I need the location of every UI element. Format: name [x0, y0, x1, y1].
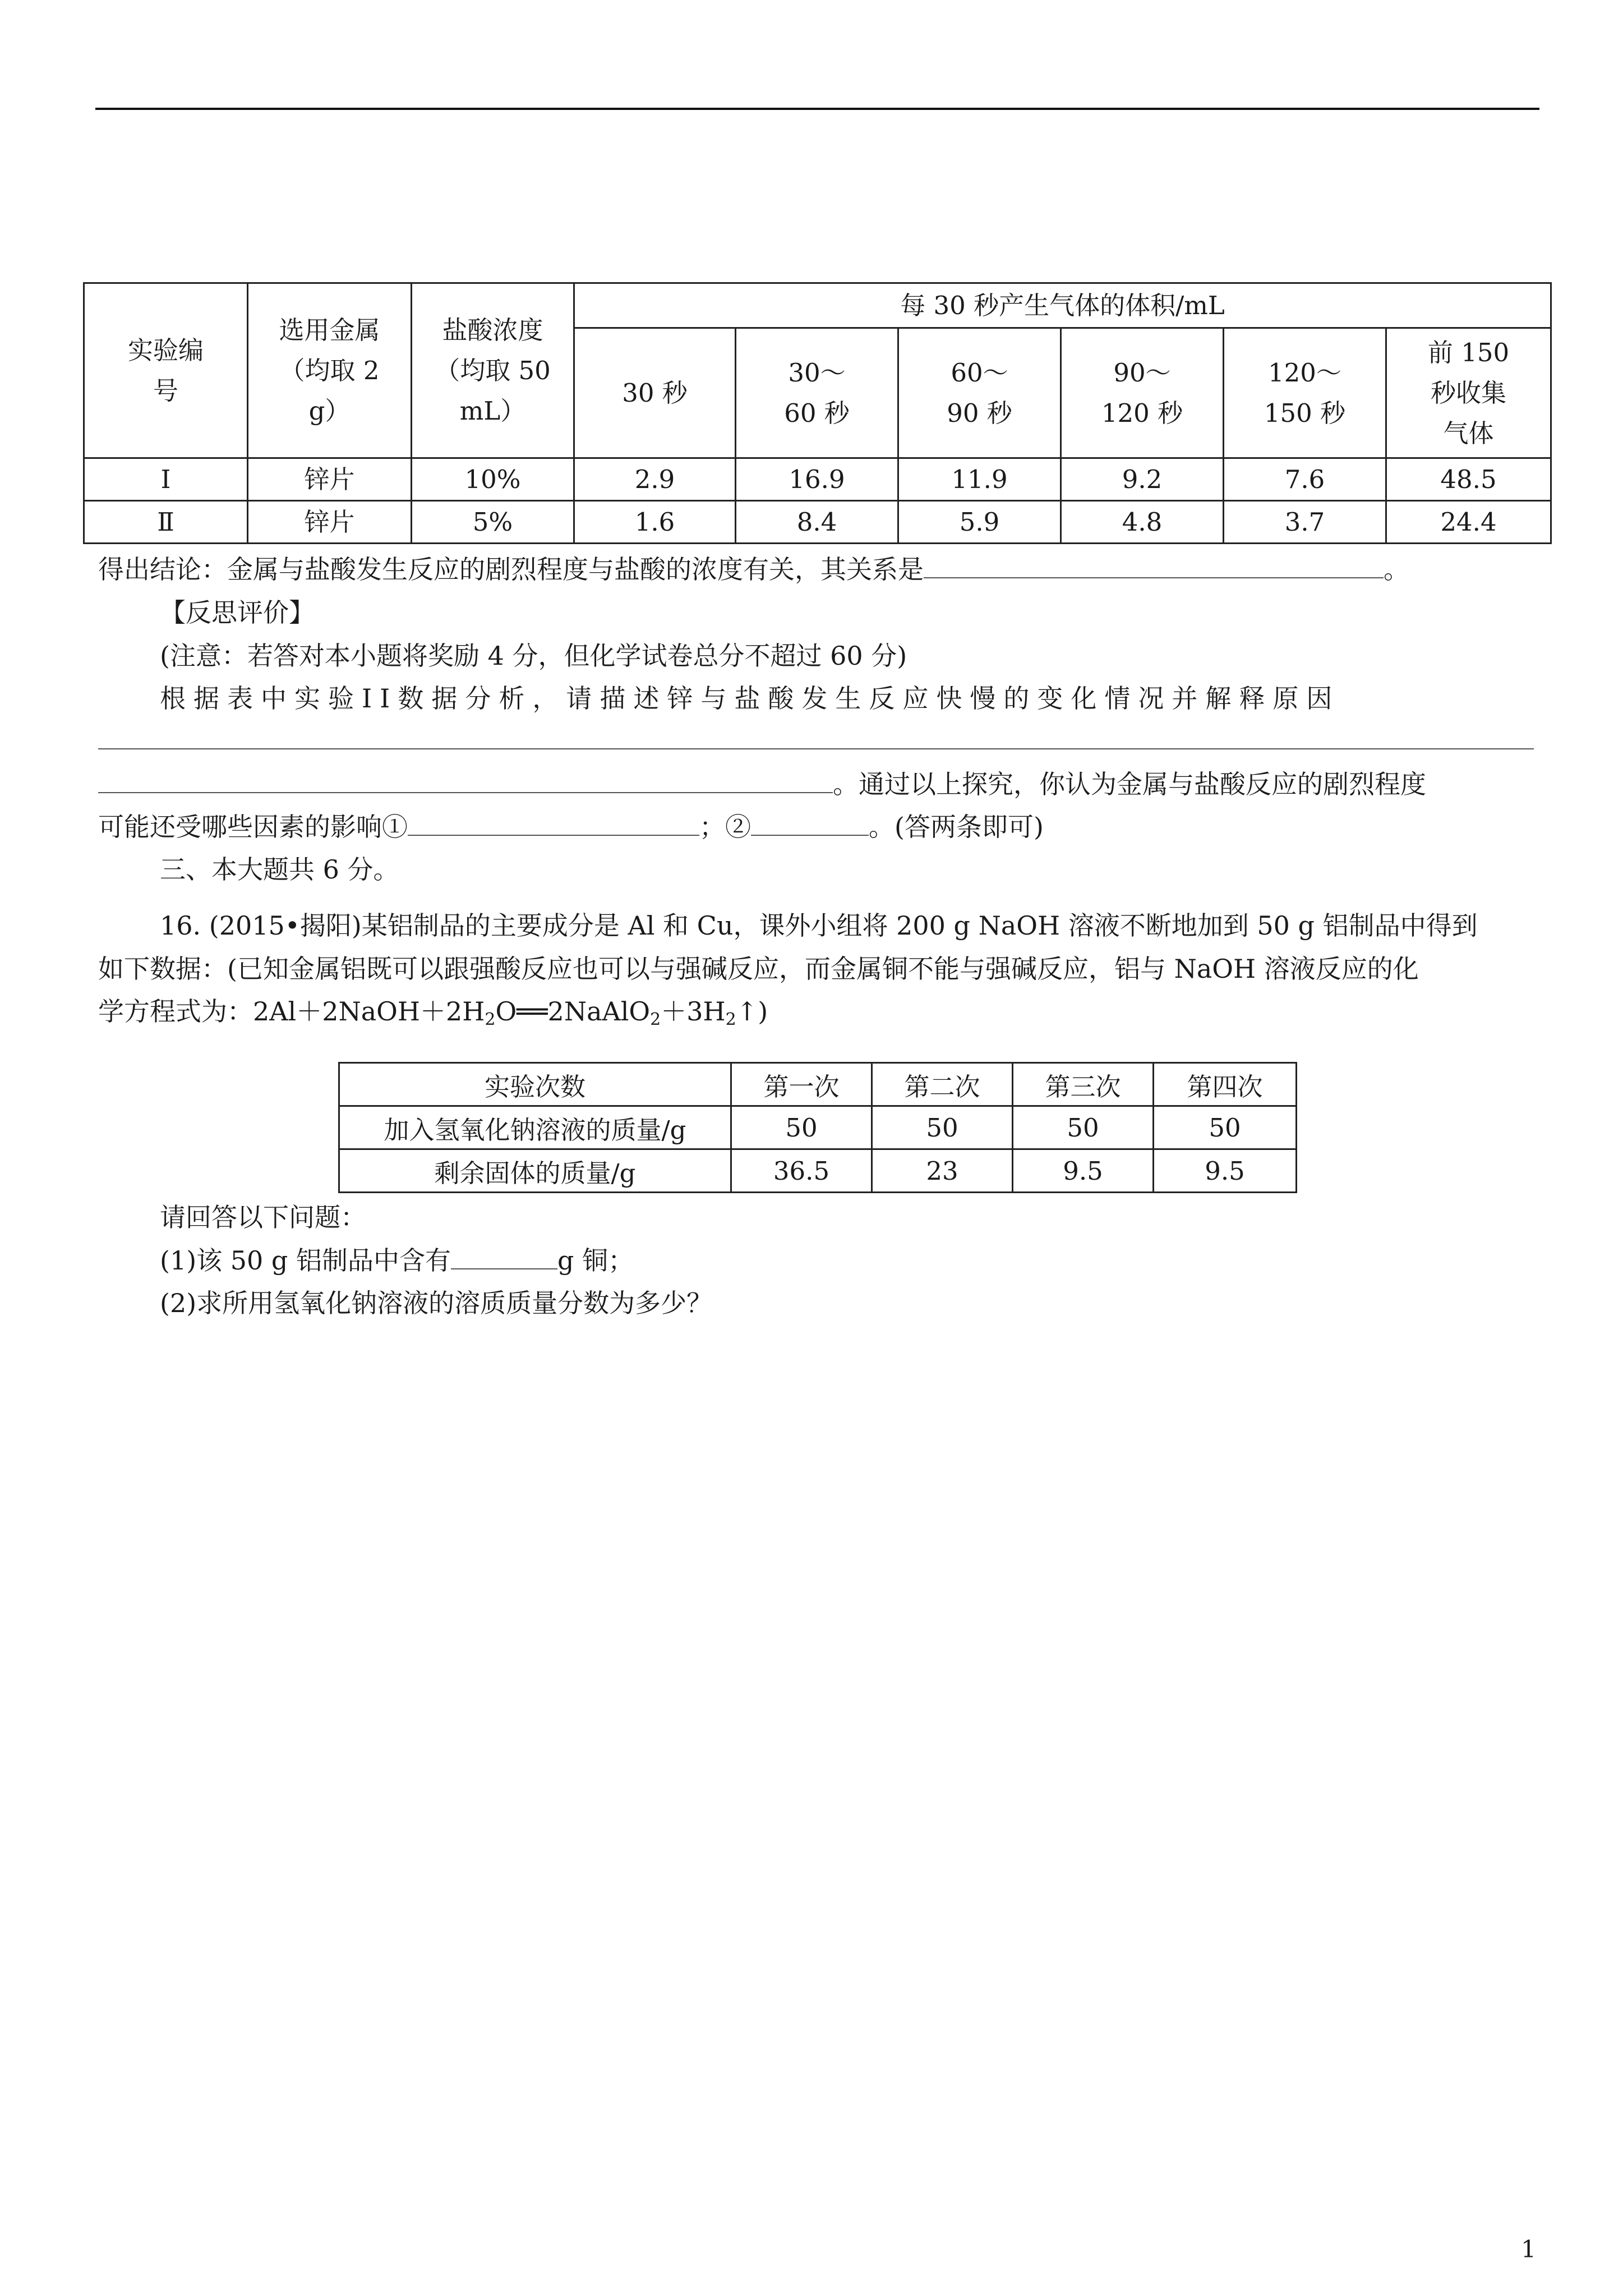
analyze-prompt: 根据表中实验II数据分析，请描述锌与盐酸发生反应快慢的变化情况并解释原因	[160, 683, 1340, 714]
header-total-150s: 前 150 秒收集气体	[1386, 328, 1551, 458]
conclusion-line	[98, 553, 1409, 586]
row-volume: 4.8	[1061, 501, 1224, 544]
table-row	[84, 501, 1551, 544]
table-row	[339, 1106, 1297, 1149]
row-volume: 11.9	[898, 458, 1061, 501]
question-1-text: (1)该 50 g 铝制品中含有	[160, 1245, 451, 1276]
conclusion-text: 得出结论：金属与盐酸发生反应的剧烈程度与盐酸的浓度有关，其关系是	[98, 554, 924, 585]
table-row	[339, 1149, 1297, 1193]
header-60-90s: 60～90 秒	[898, 328, 1061, 458]
question-1-blank[interactable]	[451, 1244, 557, 1269]
table-row	[84, 458, 1551, 501]
row-volume: 2.9	[574, 458, 736, 501]
table-cell: 9.5	[1013, 1149, 1154, 1193]
header-exp-no: 实验编号	[84, 283, 248, 458]
eq-part: O══2NaAlO	[495, 996, 651, 1027]
q16-equation-line	[98, 995, 768, 1037]
naoh-data-table	[338, 1062, 1297, 1193]
conclusion-blank[interactable]	[924, 553, 1384, 578]
row-concentration: 5%	[412, 501, 574, 544]
header-90-120s: 90～120 秒	[1061, 328, 1224, 458]
question-1	[160, 1244, 634, 1277]
table-cell: 第一次	[731, 1063, 872, 1106]
factors-text-1: 可能还受哪些因素的影响①	[98, 812, 408, 842]
factors-line	[98, 810, 1044, 844]
header-metal: 选用金属（均取 2 g）	[248, 283, 412, 458]
table-cell: 第四次	[1154, 1063, 1297, 1106]
eq-part: 学方程式为：2Al＋2NaOH＋2H	[98, 996, 485, 1027]
row-volume: 5.9	[898, 501, 1061, 544]
header-concentration: 盐酸浓度（均取 50 mL）	[412, 283, 574, 458]
row-concentration: 10%	[412, 458, 574, 501]
answer-blank-cont[interactable]	[98, 767, 833, 793]
header-30-60s: 30～60 秒	[736, 328, 898, 458]
eq-subscript: 2	[725, 1010, 736, 1029]
reflection-heading: 【反思评价】	[160, 597, 315, 628]
factors-text-3: 。(答两条即可)	[869, 812, 1044, 842]
header-rule	[95, 108, 1539, 110]
period: 。	[1384, 554, 1409, 585]
page-number: 1	[1521, 2235, 1536, 2263]
row-id: Ⅰ	[84, 458, 248, 501]
table-cell: 实验次数	[339, 1063, 731, 1106]
explore-text: 。通过以上探究，你认为金属与盐酸反应的剧烈程度	[833, 769, 1426, 799]
table-row	[339, 1063, 1297, 1106]
eq-subscript: 2	[485, 1010, 496, 1029]
question-1-unit: g 铜；	[557, 1245, 634, 1276]
table-cell: 50	[872, 1106, 1013, 1149]
zinc-reaction-table	[83, 282, 1552, 544]
row-volume: 16.9	[736, 458, 898, 501]
header-120-150s: 120～150 秒	[1224, 328, 1386, 458]
please-answer: 请回答以下问题：	[160, 1202, 366, 1232]
row-total: 24.4	[1386, 501, 1551, 544]
table-cell: 50	[731, 1106, 872, 1149]
table-cell: 加入氢氧化钠溶液的质量/g	[339, 1106, 731, 1149]
factors-text-2: ；②	[699, 812, 751, 842]
row-metal: 锌片	[248, 501, 412, 544]
table-cell: 50	[1154, 1106, 1297, 1149]
table-cell: 9.5	[1154, 1149, 1297, 1193]
table-cell: 36.5	[731, 1149, 872, 1193]
eq-subscript: 2	[650, 1010, 661, 1029]
answer-blank-line[interactable]	[98, 724, 1534, 749]
row-volume: 1.6	[574, 501, 736, 544]
factor-1-blank[interactable]	[408, 810, 699, 836]
row-volume: 8.4	[736, 501, 898, 544]
eq-part: ＋3H	[661, 996, 726, 1027]
factor-2-blank[interactable]	[751, 810, 869, 836]
row-total: 48.5	[1386, 458, 1551, 501]
eq-part: ↑)	[736, 996, 768, 1027]
row-volume: 9.2	[1061, 458, 1224, 501]
explore-line	[98, 767, 1426, 801]
question-2: (2)求所用氢氧化钠溶液的溶质质量分数为多少？	[160, 1288, 713, 1318]
row-metal: 锌片	[248, 458, 412, 501]
row-volume: 7.6	[1224, 458, 1386, 501]
header-gas-volume-group: 每 30 秒产生气体的体积/mL	[574, 283, 1551, 328]
table-cell: 剩余固体的质量/g	[339, 1149, 731, 1193]
table-cell: 50	[1013, 1106, 1154, 1149]
q16-line-1: 16. (2015•揭阳)某铝制品的主要成分是 Al 和 Cu，课外小组将 200 g NaOH 溶液不断地加到 50 g 铝制品中得到	[160, 910, 1478, 941]
row-id: Ⅱ	[84, 501, 248, 544]
bonus-note: (注意：若答对本小题将奖励 4 分，但化学试卷总分不超过 60 分)	[160, 641, 907, 671]
q16-line-2: 如下数据：(已知金属铝既可以跟强酸反应也可以与强碱反应，而金属铜不能与强碱反应，铝与 NaOH 溶液反应的化	[98, 954, 1419, 984]
table-cell: 第二次	[872, 1063, 1013, 1106]
table-cell: 23	[872, 1149, 1013, 1193]
table-cell: 第三次	[1013, 1063, 1154, 1106]
header-0-30s: 30 秒	[574, 328, 736, 458]
row-volume: 3.7	[1224, 501, 1386, 544]
section-three-heading: 三、本大题共 6 分。	[160, 854, 399, 885]
